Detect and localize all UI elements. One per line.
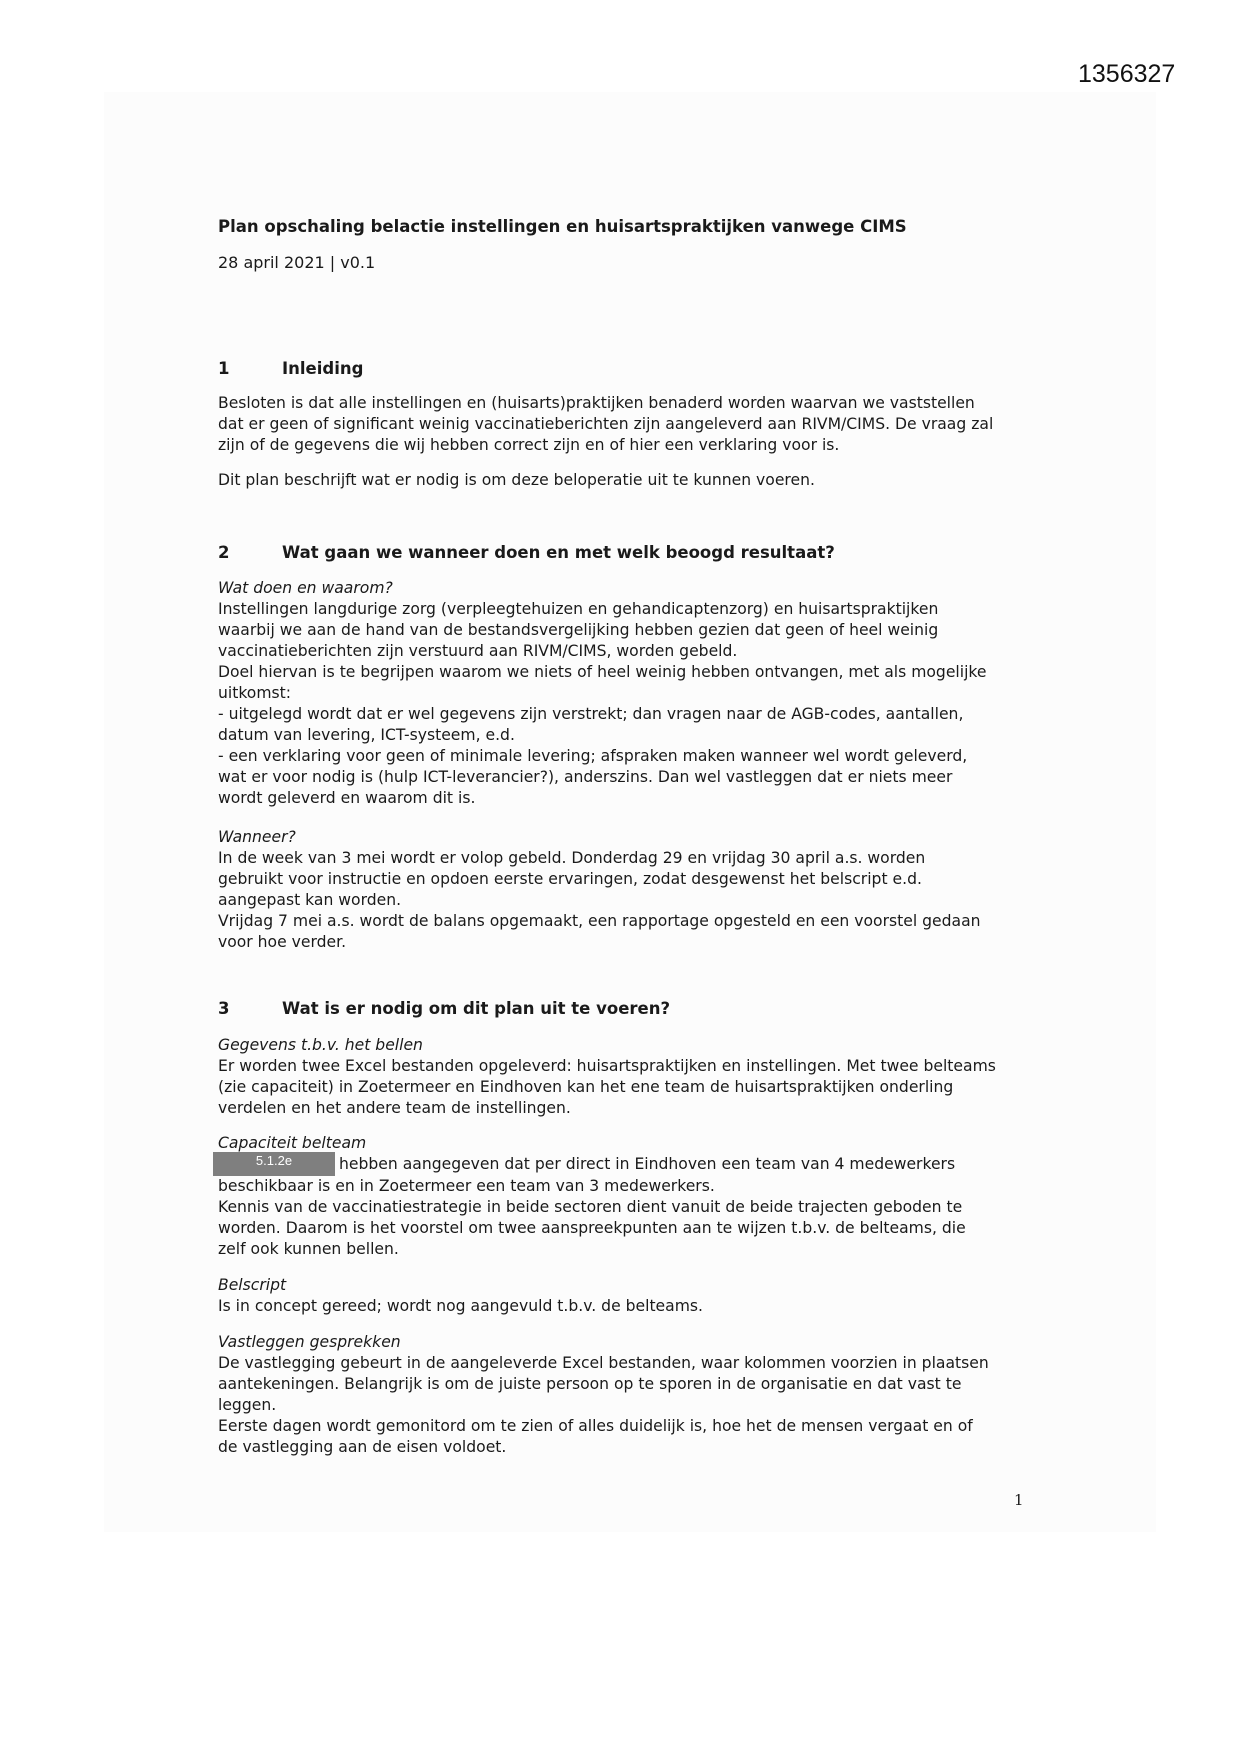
text-line: dat er geen of significant weinig vaccinatieberichten zijn aangeleverd aan RIVM/CIMS. De vraag zal xyxy=(218,415,994,433)
page-number: 1 xyxy=(1014,1491,1024,1509)
text-line: Doel hiervan is te begrijpen waarom we niets of heel weinig hebben ontvangen, met als mogelijke xyxy=(218,663,987,681)
section-1-heading xyxy=(218,359,363,378)
subsection-title: Wat doen en waarom? xyxy=(218,579,393,597)
text-line: De vastlegging gebeurt in de aangeleverde Excel bestanden, waar kolommen voorzien in plaatsen xyxy=(218,1354,989,1372)
subsection-wanneer xyxy=(218,827,1048,953)
subsection-title: Belscript xyxy=(218,1276,287,1294)
text-line: Dit plan beschrijft wat er nodig is om deze beloperatie uit te kunnen voeren. xyxy=(218,471,815,489)
section-1-paragraph-1 xyxy=(218,393,1048,456)
section-3-heading xyxy=(218,999,670,1018)
section-1-paragraph-2 xyxy=(218,470,1048,491)
redaction-box: 5.1.2e xyxy=(213,1152,335,1176)
text-line: Is in concept gereed; wordt nog aangevuld t.b.v. de belteams. xyxy=(218,1297,703,1315)
text-line: zijn of de gegevens die wij hebben correct zijn en of hier een verklaring voor is. xyxy=(218,436,840,454)
text-line: Besloten is dat alle instellingen en (huisarts)praktijken benaderd worden waarvan we vaststellen xyxy=(218,394,975,412)
text-line: verdelen en het andere team de instellingen. xyxy=(218,1099,571,1117)
text-line: voor hoe verder. xyxy=(218,933,347,951)
subsection-title: Gegevens t.b.v. het bellen xyxy=(218,1036,423,1054)
section-title: Inleiding xyxy=(282,359,364,378)
subsection-wat-doen xyxy=(218,578,1048,809)
text-line: leggen. xyxy=(218,1396,277,1414)
document-date-version: 28 april 2021 | v0.1 xyxy=(218,253,376,272)
text-line: de vastlegging aan de eisen voldoet. xyxy=(218,1438,507,1456)
text-line: uitkomst: xyxy=(218,684,292,702)
text-line: wat er voor nodig is (hulp ICT-leverancier?), anderszins. Dan wel vastleggen dat er niets meer xyxy=(218,768,953,786)
text-line: datum van levering, ICT-systeem, e.d. xyxy=(218,726,515,744)
section-number: 3 xyxy=(218,999,230,1018)
text-line: Instellingen langdurige zorg (verpleegtehuizen en gehandicaptenzorg) en huisartspraktijken xyxy=(218,600,939,618)
subsection-gegevens xyxy=(218,1035,1048,1119)
subsection-capaciteit xyxy=(218,1133,1048,1260)
document-id: 1356327 xyxy=(1078,60,1176,88)
section-number: 2 xyxy=(218,543,230,562)
section-title: Wat is er nodig om dit plan uit te voeren? xyxy=(282,999,671,1018)
text-line: zelf ook kunnen bellen. xyxy=(218,1240,399,1258)
subsection-title: Capaciteit belteam xyxy=(218,1134,367,1152)
subsection-title: Vastleggen gesprekken xyxy=(218,1333,401,1351)
text-line: Eerste dagen wordt gemonitord om te zien of alles duidelijk is, hoe het de mensen vergaat en of xyxy=(218,1417,973,1435)
text-line: - een verklaring voor geen of minimale levering; afspraken maken wanneer wel wordt geleverd, xyxy=(218,747,968,765)
subsection-belscript xyxy=(218,1275,1048,1317)
text-line: (zie capaciteit) in Zoetermeer en Eindhoven kan het ene team de huisartspraktijken onderling xyxy=(218,1078,954,1096)
text-line: beschikbaar is en in Zoetermeer een team van 3 medewerkers. xyxy=(218,1177,715,1195)
section-2-heading xyxy=(218,543,835,562)
text-fragment: hebben aangegeven dat per direct in Eindhoven een team van 4 medewerkers xyxy=(339,1155,956,1173)
text-line xyxy=(218,1154,1048,1176)
text-line: aangepast kan worden. xyxy=(218,891,402,909)
text-line: wordt geleverd en waarom dit is. xyxy=(218,789,476,807)
text-line: Er worden twee Excel bestanden opgeleverd: huisartspraktijken en instellingen. Met twee belteams xyxy=(218,1057,996,1075)
text-line: - uitgelegd wordt dat er wel gegevens zijn verstrekt; dan vragen naar de AGB-codes, aantallen, xyxy=(218,705,964,723)
document-title: Plan opschaling belactie instellingen en huisartspraktijken vanwege CIMS xyxy=(218,217,907,236)
text-line: Vrijdag 7 mei a.s. wordt de balans opgemaakt, een rapportage opgesteld en een voorstel gedaan xyxy=(218,912,981,930)
section-number: 1 xyxy=(218,359,230,378)
text-line: aantekeningen. Belangrijk is om de juiste persoon op te sporen in de organisatie en dat vast te xyxy=(218,1375,962,1393)
text-line: worden. Daarom is het voorstel om twee aanspreekpunten aan te wijzen t.b.v. de belteams, die xyxy=(218,1219,966,1237)
text-line: In de week van 3 mei wordt er volop gebeld. Donderdag 29 en vrijdag 30 april a.s. worden xyxy=(218,849,926,867)
text-line: gebruikt voor instructie en opdoen eerste ervaringen, zodat desgewenst het belscript e.d. xyxy=(218,870,922,888)
text-line: vaccinatieberichten zijn verstuurd aan RIVM/CIMS, worden gebeld. xyxy=(218,642,738,660)
text-line: Kennis van de vaccinatiestrategie in beide sectoren dient vanuit de beide trajecten geboden te xyxy=(218,1198,963,1216)
section-title: Wat gaan we wanneer doen en met welk beoogd resultaat? xyxy=(282,543,835,562)
subsection-title: Wanneer? xyxy=(218,828,296,846)
subsection-vastleggen xyxy=(218,1332,1048,1458)
text-line: waarbij we aan de hand van de bestandsvergelijking hebben gezien dat geen of heel weinig xyxy=(218,621,939,639)
